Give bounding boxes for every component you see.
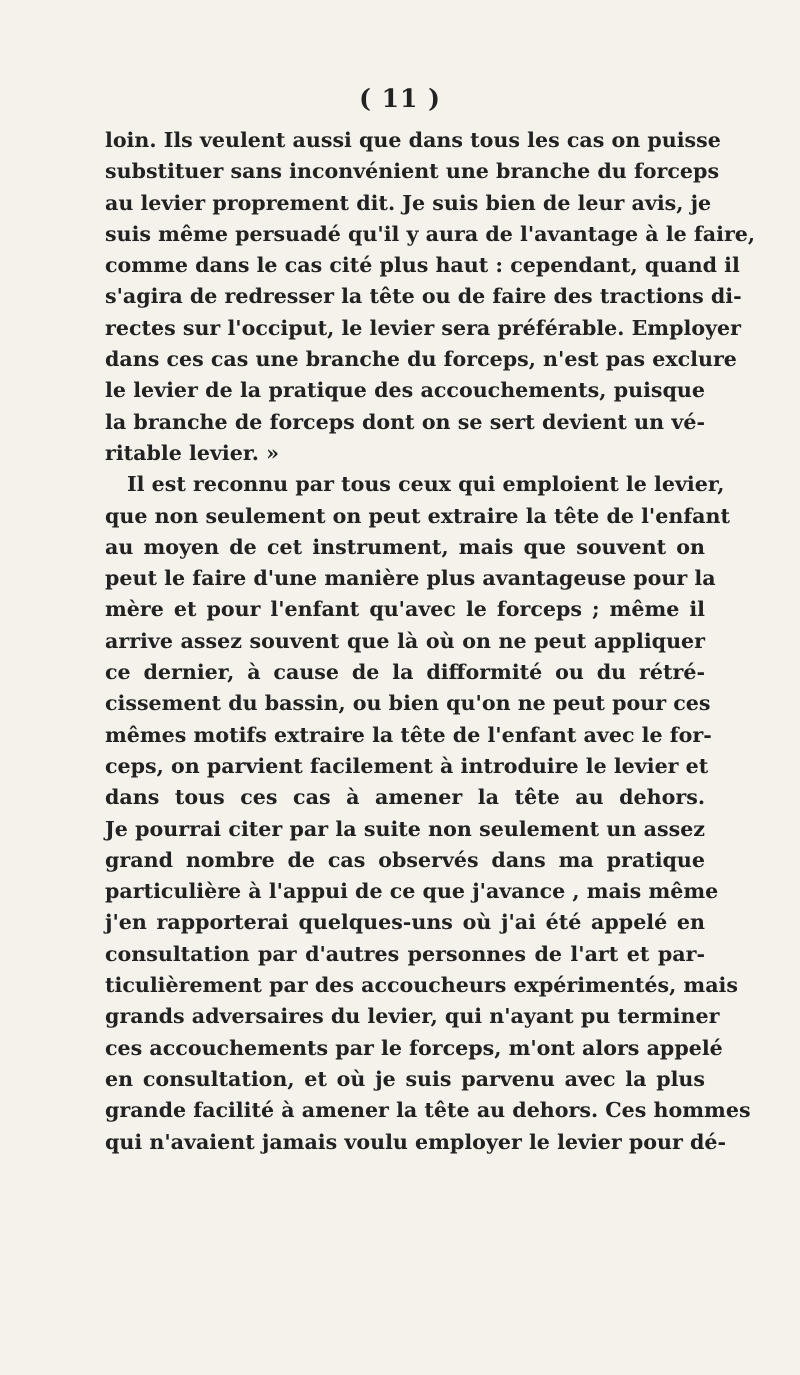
text-line: s'agira de redresser la tête ou de faire des tractions di- <box>105 284 742 309</box>
text-line: grands adversaires du levier, qui n'ayant pu terminer <box>105 1004 720 1029</box>
text-line: que non seulement on peut extraire la tête de l'enfant <box>105 503 731 528</box>
page-number: ( 11 ) <box>359 84 441 113</box>
text-line: qui n'avaient jamais voulu employer le levier pour dé- <box>105 1129 727 1154</box>
text-line: ritable levier. » <box>105 440 280 465</box>
text-line: grande facilité à amener la tête au dehors. Ces hommes <box>105 1098 751 1123</box>
text-line: peut le faire d'une manière plus avantageuse pour la <box>105 566 716 591</box>
text-line: rectes sur l'occiput, le levier sera préférable. Employer <box>105 315 741 340</box>
text-line: ce dernier, à cause de la difformité ou du rétré- <box>105 660 705 685</box>
text-line: Il est reconnu par tous ceux qui emploient le levier, <box>127 472 725 497</box>
text-line: loin. Ils veulent aussi que dans tous les cas on puisse <box>105 128 721 152</box>
paragraph-1 <box>105 125 756 469</box>
text-line: Je pourrai citer par la suite non seulement un assez <box>105 816 705 841</box>
text-line: en consultation, et où je suis parvenu avec la plus <box>105 1066 705 1091</box>
text-line: au moyen de cet instrument, mais que souvent on <box>105 534 705 559</box>
text-line: ticulièrement par des accoucheurs expérimentés, mais <box>105 973 738 998</box>
text-line: dans tous ces cas à amener la tête au dehors. <box>105 785 705 810</box>
text-line: cissement du bassin, ou bien qu'on ne peut pour ces <box>105 691 711 716</box>
text-line: ces accouchements par le forceps, m'ont alors appelé <box>105 1035 723 1060</box>
text-line: mêmes motifs extraire la tête de l'enfant avec le for- <box>105 722 712 747</box>
text-line: j'en rapporterai quelques-uns où j'ai été appelé en <box>105 910 705 935</box>
text-line: suis même persuadé qu'il y aura de l'avantage à le faire, <box>105 221 756 246</box>
text-line: comme dans le cas cité plus haut : cependant, quand il <box>105 253 740 278</box>
text-line: ceps, on parvient facilement à introduire le levier et <box>105 753 709 778</box>
text-line: le levier de la pratique des accouchements, puisque <box>105 378 705 403</box>
text-line: au levier proprement dit. Je suis bien de leur avis, je <box>105 190 712 215</box>
text-line: substituer sans inconvénient une branche du forceps <box>105 159 720 184</box>
text-line: mère et pour l'enfant qu'avec le forceps ; même il <box>105 597 705 622</box>
text-line: particulière à l'appui de ce que j'avance , mais même <box>105 879 719 904</box>
text-line: dans ces cas une branche du forceps, n'est pas exclure <box>105 347 737 372</box>
body-text <box>105 125 756 1158</box>
text-line: la branche de forceps dont on se sert devient un vé- <box>105 409 705 434</box>
paragraph-2 <box>105 469 751 1158</box>
text-line: consultation par d'autres personnes de l'art et par- <box>105 941 705 966</box>
text-line: grand nombre de cas observés dans ma pratique <box>105 847 705 872</box>
text-line: arrive assez souvent que là où on ne peut appliquer <box>105 628 705 653</box>
